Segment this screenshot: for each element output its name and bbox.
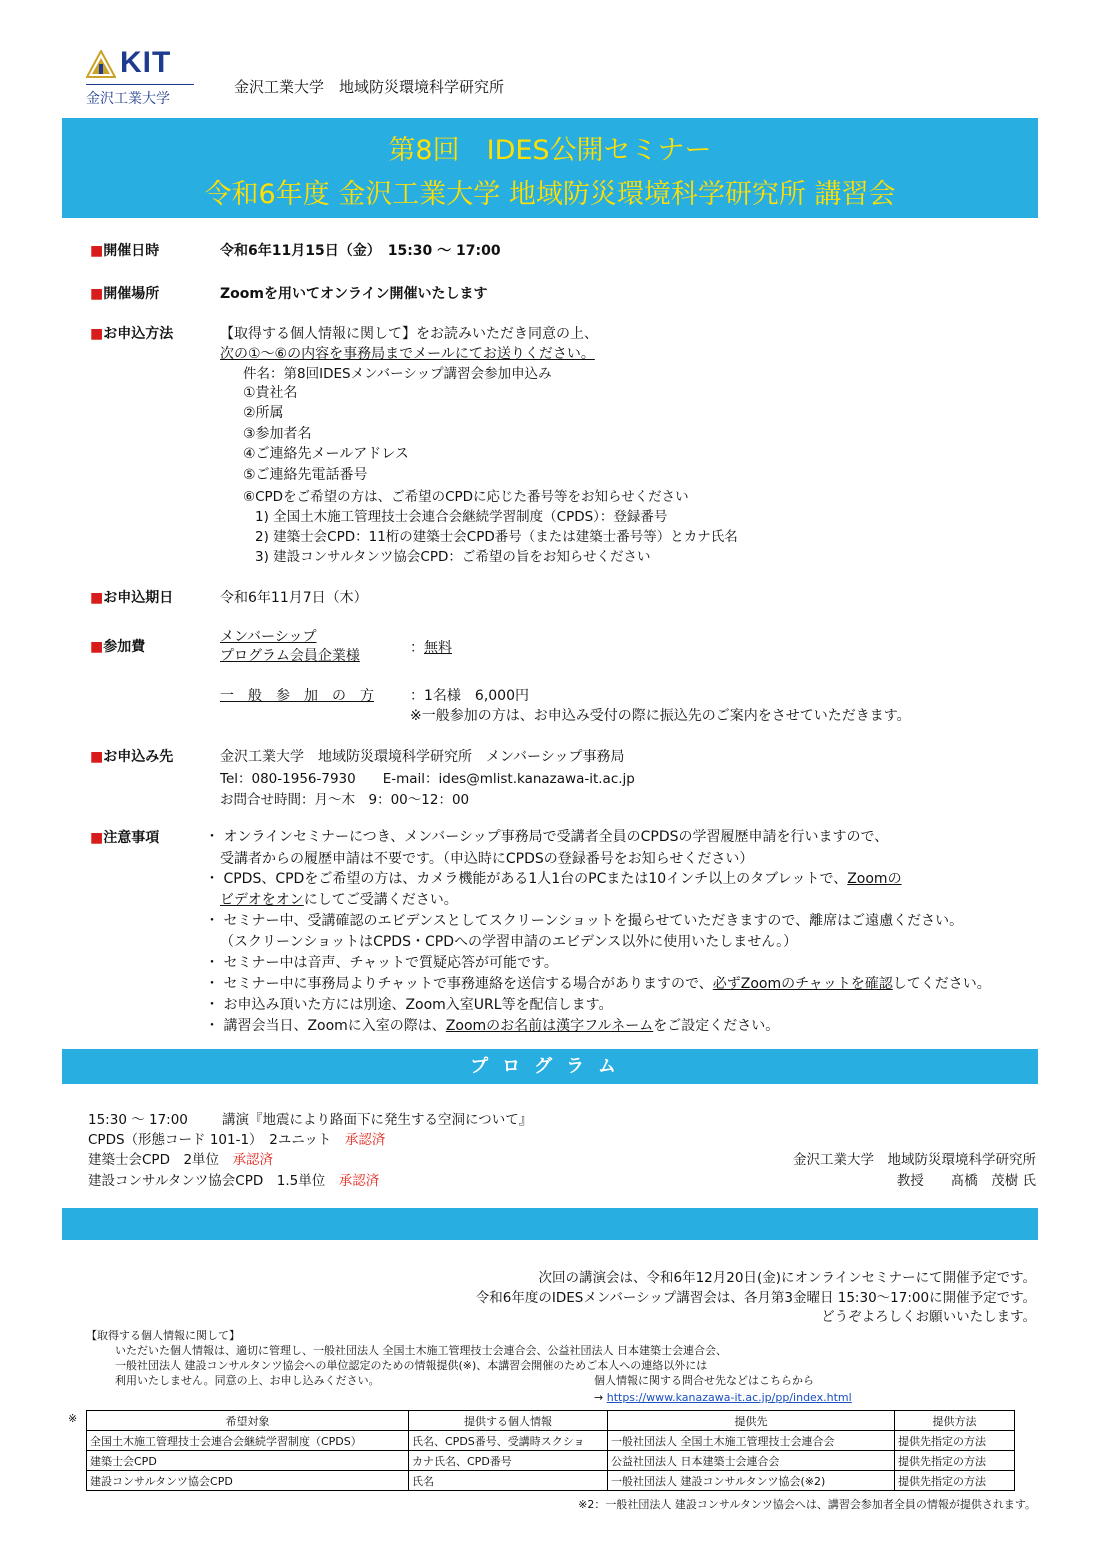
apply-label: ■お申込方法 <box>90 326 174 342</box>
cpd-item: 1) 全国土木施工管理技士会連合会継続学習制度（CPDS）：登録番号 <box>255 509 668 525</box>
apply-item: ④ご連絡先メールアドレス <box>243 446 409 462</box>
venue-value: Zoomを用いてオンライン開催いたします <box>220 286 488 302</box>
table-row <box>87 1471 1015 1491</box>
note-item: ・ セミナー中に事務局よりチャットで事務連絡を送信する場合がありますので、必ずZoomのチャットを確認してください。 <box>205 976 991 992</box>
table-cell: 氏名 <box>409 1471 608 1491</box>
table-header-cell: 提供する個人情報 <box>409 1411 608 1431</box>
note-item: （スクリーンショットはCPDS・CPDへの学習申請のエビデンス以外に使用いたしません。） <box>220 934 798 950</box>
table-mark: ※ <box>68 1412 78 1425</box>
table-header-cell: 希望対象 <box>87 1411 409 1431</box>
footnote: ※2：一般社団法人 建設コンサルタンツ協会へは、講習会参加者全員の情報が提供されます。 <box>578 1498 1036 1511</box>
cpd-item: 2) 建築士会CPD：11桁の建築士会CPD番号（または建築士番号等）とカナ氏名 <box>255 529 738 545</box>
note-item: ・ セミナー中、受講確認のエビデンスとしてスクリーンショットを撮らせていただきますので、離席はご遠慮ください。 <box>205 913 964 929</box>
apply-item: ⑤ご連絡先電話番号 <box>243 467 368 483</box>
note-item: ・ 講習会当日、Zoomに入室の際は、Zoomのお名前は漢字フルネームをご設定ください。 <box>205 1018 780 1034</box>
logo-text-jp: 金沢工業大学 <box>86 91 170 107</box>
date-label: ■開催日時 <box>90 243 160 259</box>
table-header-cell: 提供方法 <box>895 1411 1015 1431</box>
apply-item: ②所属 <box>243 405 284 421</box>
next-event-line2: 令和6年度のIDESメンバーシップ講習会は、各月第3金曜日 15:30～17:00に開催予定です。 <box>475 1290 1036 1306</box>
banner-title-line1: 第8回 IDES公開セミナー <box>388 135 712 166</box>
note-item: ・ お申込み頂いた方には別途、Zoom入室URL等を配信します。 <box>205 997 613 1013</box>
info-provision-table <box>86 1410 1015 1491</box>
next-event-line3: どうぞよろしくお願いいたします。 <box>821 1309 1036 1325</box>
contact-line1: 金沢工業大学 地域防災環境科学研究所 メンバーシップ事務局 <box>220 749 625 765</box>
title-banner <box>62 118 1038 218</box>
table-cell: 提供先指定の方法 <box>895 1451 1015 1471</box>
fee-member-line1: メンバーシップ <box>220 629 317 645</box>
cpd-item: 3) 建設コンサルタンツ協会CPD：ご希望の旨をお知らせください <box>255 549 651 565</box>
table-row <box>87 1431 1015 1451</box>
arrow-icon: → <box>594 1391 604 1404</box>
program-time: 15:30 ～ 17:00 <box>88 1112 188 1128</box>
speaker-affiliation: 金沢工業大学 地域防災環境科学研究所 <box>793 1152 1036 1168</box>
privacy-text: 利用いたしません。同意の上、お申し込みください。 <box>115 1374 380 1387</box>
institute-name: 金沢工業大学 地域防災環境科学研究所 <box>234 78 505 96</box>
note-item: ・ オンラインセミナーにつき、メンバーシップ事務局で受講者全員のCPDSの学習履歴申請を行いますので、 <box>205 829 889 845</box>
speaker-name: 教授 髙橋 茂樹 氏 <box>896 1173 1036 1189</box>
apply-item: ①貴社名 <box>243 385 298 401</box>
privacy-contact: 個人情報に関する問合せ先などはこちらから <box>594 1374 814 1387</box>
table-cell: 建設コンサルタンツ協会CPD <box>87 1471 409 1491</box>
table-cell: 一般社団法人 全国土木施工管理技士会連合会 <box>608 1431 895 1451</box>
table-cell: 提供先指定の方法 <box>895 1431 1015 1451</box>
privacy-link-row <box>594 1391 852 1404</box>
program-section-bar: プログラム <box>62 1049 1038 1084</box>
table-header-row <box>87 1411 1015 1431</box>
logo-divider <box>86 84 194 85</box>
date-value: 令和6年11月15日（金） 15:30 ～ 17:00 <box>220 243 501 259</box>
privacy-text: いただいた個人情報は、適切に管理し、一般社団法人 全国土木施工管理技士会連合会、公益社団法人 日本建築士会連合会、 <box>115 1344 727 1357</box>
contact-label: ■お申込み先 <box>90 749 174 765</box>
note-item: 受講者からの履歴申請は不要です。（申込時にCPDSの登録番号をお知らせください） <box>220 851 754 867</box>
apply-subject: 件名：第8回IDESメンバーシップ講習会参加申込み <box>243 366 552 382</box>
next-event-line1: 次回の講演会は、令和6年12月20日(金)にオンラインセミナーにて開催予定です。 <box>538 1270 1036 1286</box>
apply-item: ③参加者名 <box>243 426 312 442</box>
note-item: ・ CPDS、CPDをご希望の方は、カメラ機能がある1人1台のPCまたは10インチ以上のタブレットで、Zoomの <box>205 871 902 887</box>
kit-emblem-icon <box>86 50 116 80</box>
privacy-policy-link[interactable]: https://www.kanazawa-it.ac.jp/pp/index.html <box>606 1391 852 1404</box>
table-cell: 氏名、CPDS番号、受講時スクショ <box>409 1431 608 1451</box>
table-row <box>87 1451 1015 1471</box>
logo-text-en: KIT <box>120 46 172 79</box>
deadline-label: ■お申込期日 <box>90 590 174 606</box>
privacy-text: 一般社団法人 建設コンサルタンツ協会への単位認定のための情報提供(※)、本講習会開催のためご本人への連絡以外には <box>115 1359 708 1372</box>
fee-general-label: 一 般 参 加 の 方 <box>220 688 374 704</box>
table-cell: 一般社団法人 建設コンサルタンツ協会(※2) <box>608 1471 895 1491</box>
apply-item: ⑥CPDをご希望の方は、ご希望のCPDに応じた番号等をお知らせください <box>243 489 689 505</box>
table-cell: 全国土木施工管理技士会連合会継続学習制度（CPDS） <box>87 1431 409 1451</box>
kit-logo <box>86 46 198 110</box>
notes-label: ■注意事項 <box>90 830 160 846</box>
program-credit: 建築士会CPD 2単位 承認済 <box>88 1152 274 1168</box>
note-item: ビデオをオンにしてご受講ください。 <box>220 892 458 908</box>
fee-note: ※一般参加の方は、お申込み受付の際に振込先のご案内をさせていただきます。 <box>410 708 911 724</box>
program-lecture: 講演『地震により路面下に発生する空洞について』 <box>222 1112 533 1128</box>
table-cell: カナ氏名、CPD番号 <box>409 1451 608 1471</box>
program-credit: CPDS（形態コード 101-1） 2ユニット 承認済 <box>88 1132 386 1148</box>
table-cell: 提供先指定の方法 <box>895 1471 1015 1491</box>
fee-member-line2: プログラム会員企業様 <box>220 648 360 664</box>
banner-title-line2: 令和6年度 金沢工業大学 地域防災環境科学研究所 講習会 <box>204 179 896 210</box>
apply-line1: 【取得する個人情報に関して】をお読みいただき同意の上、 <box>220 326 598 342</box>
note-item: ・ セミナー中は音声、チャットで質疑応答が可能です。 <box>205 955 558 971</box>
venue-label: ■開催場所 <box>90 286 160 302</box>
fee-label: ■参加費 <box>90 639 146 655</box>
fee-general-value: ：1名様 6,000円 <box>410 688 529 704</box>
blank-divider-bar <box>62 1208 1038 1240</box>
program-credit: 建設コンサルタンツ協会CPD 1.5単位 承認済 <box>88 1173 380 1189</box>
contact-line2: Tel：080-1956-7930 E-mail：ides@mlist.kanazawa-it.ac.jp <box>220 771 635 787</box>
contact-line3: お問合せ時間：月～木 9：00～12：00 <box>220 792 470 808</box>
table-header-cell: 提供先 <box>608 1411 895 1431</box>
table-cell: 公益社団法人 日本建築士会連合会 <box>608 1451 895 1471</box>
apply-line2: 次の①～⑥の内容を事務局までメールにてお送りください。 <box>220 346 595 362</box>
table-cell: 建築士会CPD <box>87 1451 409 1471</box>
fee-member-value: ：無料 <box>410 640 452 656</box>
privacy-title: 【取得する個人情報に関して】 <box>86 1329 240 1342</box>
deadline-value: 令和6年11月7日（木） <box>220 590 368 606</box>
